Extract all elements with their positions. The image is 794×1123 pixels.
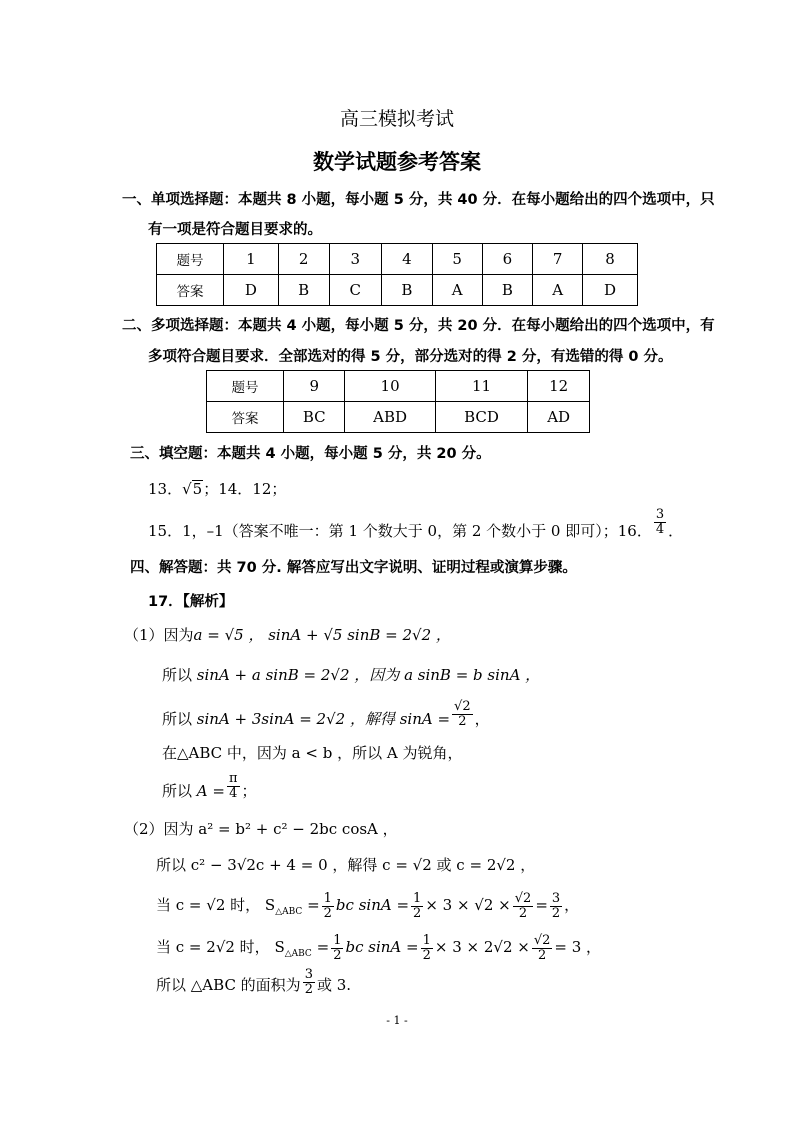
table-cell: C	[329, 275, 382, 306]
solution-line: 所以 sinA + 3sinA = 2√2 ，解得 sinA = $\frac{√2}{2}$ ，	[162, 699, 490, 729]
section2-heading-line1: 二、多项选择题：本题共 4 小题，每小题 5 分，共 20 分．在每小题给出的四个选项中，有	[122, 318, 715, 334]
table-cell: 11	[435, 371, 528, 402]
answer-15-16: 15．1，–1（答案不唯一：第 1 个数大于 0，第 2 个数小于 0 即可）；16． $\frac{3}{4}$ ．	[148, 507, 684, 541]
solution-line: 所以 A = $\frac{\pi}{4}$ ；	[162, 771, 257, 801]
table-cell: 1	[224, 244, 279, 275]
fraction: $\frac{3}{4}$	[655, 507, 665, 537]
fraction: $\frac{√2}{2}$	[454, 699, 471, 729]
table-row-question-numbers	[157, 244, 638, 275]
solution-line: 所以 sinA + a sinB = 2√2 ，因为 a sinB = b sinA ，	[162, 666, 541, 684]
table-row-answers	[207, 402, 590, 433]
table-cell: ABD	[345, 402, 435, 433]
exam-title: 高三模拟考试	[339, 108, 454, 130]
table-row-question-numbers	[207, 371, 590, 402]
solution-line: 所以 △ABC 的面积为 $\frac{3}{2}$ 或 3.	[156, 967, 352, 997]
q15-text: 15．1，–1（答案不唯一：第 1 个数大于 0，第 2 个数小于 0 即可）；16．	[148, 522, 652, 541]
section1-heading-line2: 有一项是符合题目要求的。	[148, 222, 322, 238]
answer-13-14	[148, 478, 286, 499]
solution-line: （2）因为 a² = b² + c² − 2bc cosA ，	[124, 820, 398, 838]
sqrt-expression: √5	[182, 480, 203, 498]
table-cell: 8	[583, 244, 638, 275]
table-cell: 6	[482, 244, 533, 275]
fraction: $\frac{\pi}{4}$	[228, 771, 238, 801]
table-cell: 4	[382, 244, 433, 275]
section1-heading-line1: 一、单项选择题：本题共 8 小题，每小题 5 分，共 40 分．在每小题给出的四个选项中，只	[122, 192, 715, 208]
solution-line: （1）因为a = √5 ， sinA + √5 sinB = 2√2 ，	[124, 626, 451, 644]
table-cell: A	[533, 275, 583, 306]
table-cell: 2	[278, 244, 329, 275]
section2-heading-line2: 多项符合题目要求．全部选对的得 5 分，部分选对的得 2 分，有选错的得 0 分。	[148, 349, 673, 365]
q13-label: 13．	[148, 480, 183, 498]
table-cell: AD	[528, 402, 590, 433]
solution-line: 在△ABC 中，因为 a < b ，所以 A 为锐角，	[162, 744, 463, 762]
solution-line: 当 c = 2√2 时， $S_{\triangle ABC}$ = $\frac{1}{2}$ bc sinA = $\frac{1}{2}$ × 3 × 2√2 × $\frac{√2}{2}$ = 3 ，	[156, 933, 602, 963]
table-cell: B	[382, 275, 433, 306]
table-cell: B	[278, 275, 329, 306]
section4-heading: 四、解答题：共 70 分. 解答应写出文字说明、证明过程或演算步骤。	[130, 560, 577, 576]
row-label-question: 题号	[207, 371, 284, 402]
page-number: - 1 -	[386, 1014, 408, 1027]
section3-heading: 三、填空题：本题共 4 小题，每小题 5 分，共 20 分。	[130, 446, 491, 462]
solution-line: 当 c = √2 时， $S_{\triangle ABC}$ = $\frac{1}{2}$ bc sinA = $\frac{1}{2}$ × 3 × √2 × $\frac{√2}{2}$ = $\frac{3}{2}$ ，	[156, 891, 580, 921]
table-row-answers	[157, 275, 638, 306]
q17-label: 17．【解析】	[148, 594, 234, 610]
table-cell: BCD	[435, 402, 528, 433]
table-cell: D	[224, 275, 279, 306]
row-label-question: 题号	[157, 244, 224, 275]
table-cell: A	[432, 275, 482, 306]
table-cell: 9	[284, 371, 345, 402]
table-cell: 5	[432, 244, 482, 275]
table-cell: 10	[345, 371, 435, 402]
row-label-answer: 答案	[207, 402, 284, 433]
table-cell: BC	[284, 402, 345, 433]
multi-choice-answer-table	[206, 370, 590, 433]
fraction: $\frac{3}{2}$	[304, 967, 313, 997]
row-label-answer: 答案	[157, 275, 224, 306]
q14-text: ；14．12；	[203, 480, 287, 498]
answer-key-title: 数学试题参考答案	[313, 150, 481, 174]
table-cell: B	[482, 275, 533, 306]
solution-line: 所以 c² − 3√2c + 4 = 0 ，解得 c = √2 或 c = 2√2 ，	[156, 856, 536, 874]
single-choice-answer-table	[156, 243, 638, 306]
table-cell: 12	[528, 371, 590, 402]
table-cell: D	[583, 275, 638, 306]
table-cell: 3	[329, 244, 382, 275]
table-cell: 7	[533, 244, 583, 275]
